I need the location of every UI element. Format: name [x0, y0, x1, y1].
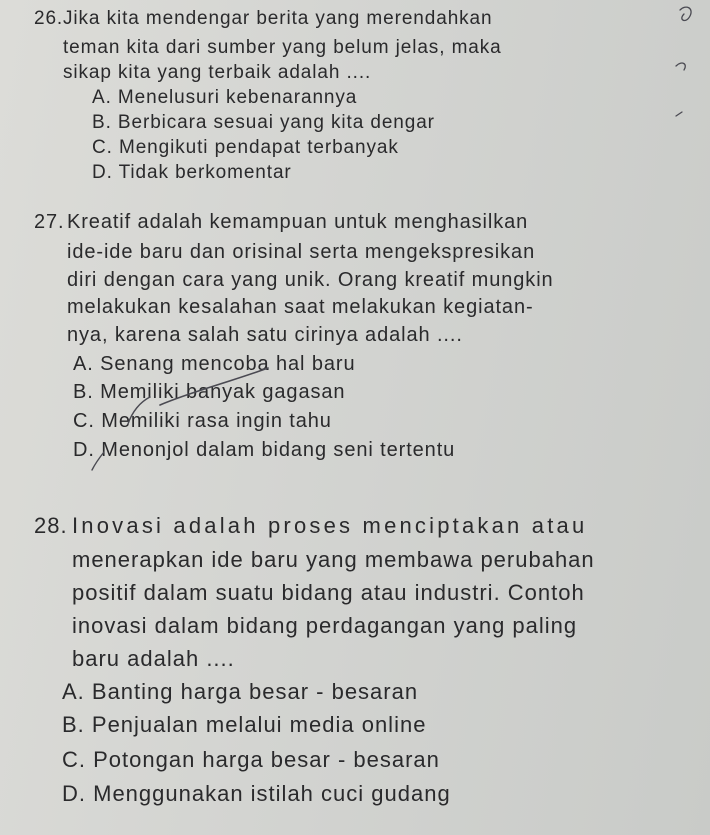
- question-stem-line: positif dalam suatu bidang atau industri. Contoh: [72, 580, 585, 605]
- question-stem-line: teman kita dari sumber yang belum jelas, maka: [63, 37, 502, 58]
- question-stem-line: ide-ide baru dan orisinal serta mengekspresikan: [67, 241, 536, 263]
- question-number: 28.: [34, 513, 68, 538]
- question-number: 27.: [34, 211, 65, 233]
- question-stem-line: melakukan kesalahan saat melakukan kegiatan-: [67, 296, 534, 318]
- question-stem-line: Jika kita mendengar berita yang merendahkan: [63, 8, 493, 29]
- question-stem-line: diri dengan cara yang unik. Orang kreatif mungkin: [67, 269, 554, 291]
- option-b: B. Berbicara sesuai yang kita dengar: [92, 112, 435, 133]
- question-stem-line: sikap kita yang terbaik adalah ....: [63, 62, 372, 83]
- option-c: C. Memiliki rasa ingin tahu: [73, 410, 332, 432]
- option-a: A. Senang mencoba hal baru: [73, 353, 356, 375]
- option-c: C. Potongan harga besar - besaran: [62, 747, 440, 772]
- question-number: 26.: [34, 8, 64, 29]
- question-stem-line: Inovasi adalah proses menciptakan atau: [72, 513, 588, 538]
- question-stem-line: nya, karena salah satu cirinya adalah ....: [67, 324, 463, 346]
- question-stem-line: Kreatif adalah kemampuan untuk menghasilkan: [67, 211, 529, 233]
- option-b: B. Penjualan melalui media online: [62, 712, 427, 737]
- option-a: A. Banting harga besar - besaran: [62, 679, 419, 704]
- option-d: D. Menggunakan istilah cuci gudang: [62, 781, 451, 806]
- question-stem-line: menerapkan ide baru yang membawa perubahan: [72, 547, 595, 572]
- option-a: A. Menelusuri kebenarannya: [92, 87, 358, 108]
- option-d: D. Tidak berkomentar: [92, 162, 292, 183]
- question-stem-line: baru adalah ....: [72, 646, 235, 671]
- margin-mark: [680, 7, 691, 20]
- margin-mark: [676, 63, 685, 70]
- margin-mark: [676, 112, 682, 116]
- option-c: C. Mengikuti pendapat terbanyak: [92, 137, 399, 158]
- question-stem-line: inovasi dalam bidang perdagangan yang paling: [72, 613, 578, 638]
- option-b: B. Memiliki banyak gagasan: [73, 381, 346, 403]
- option-d: D. Menonjol dalam bidang seni tertentu: [73, 439, 456, 461]
